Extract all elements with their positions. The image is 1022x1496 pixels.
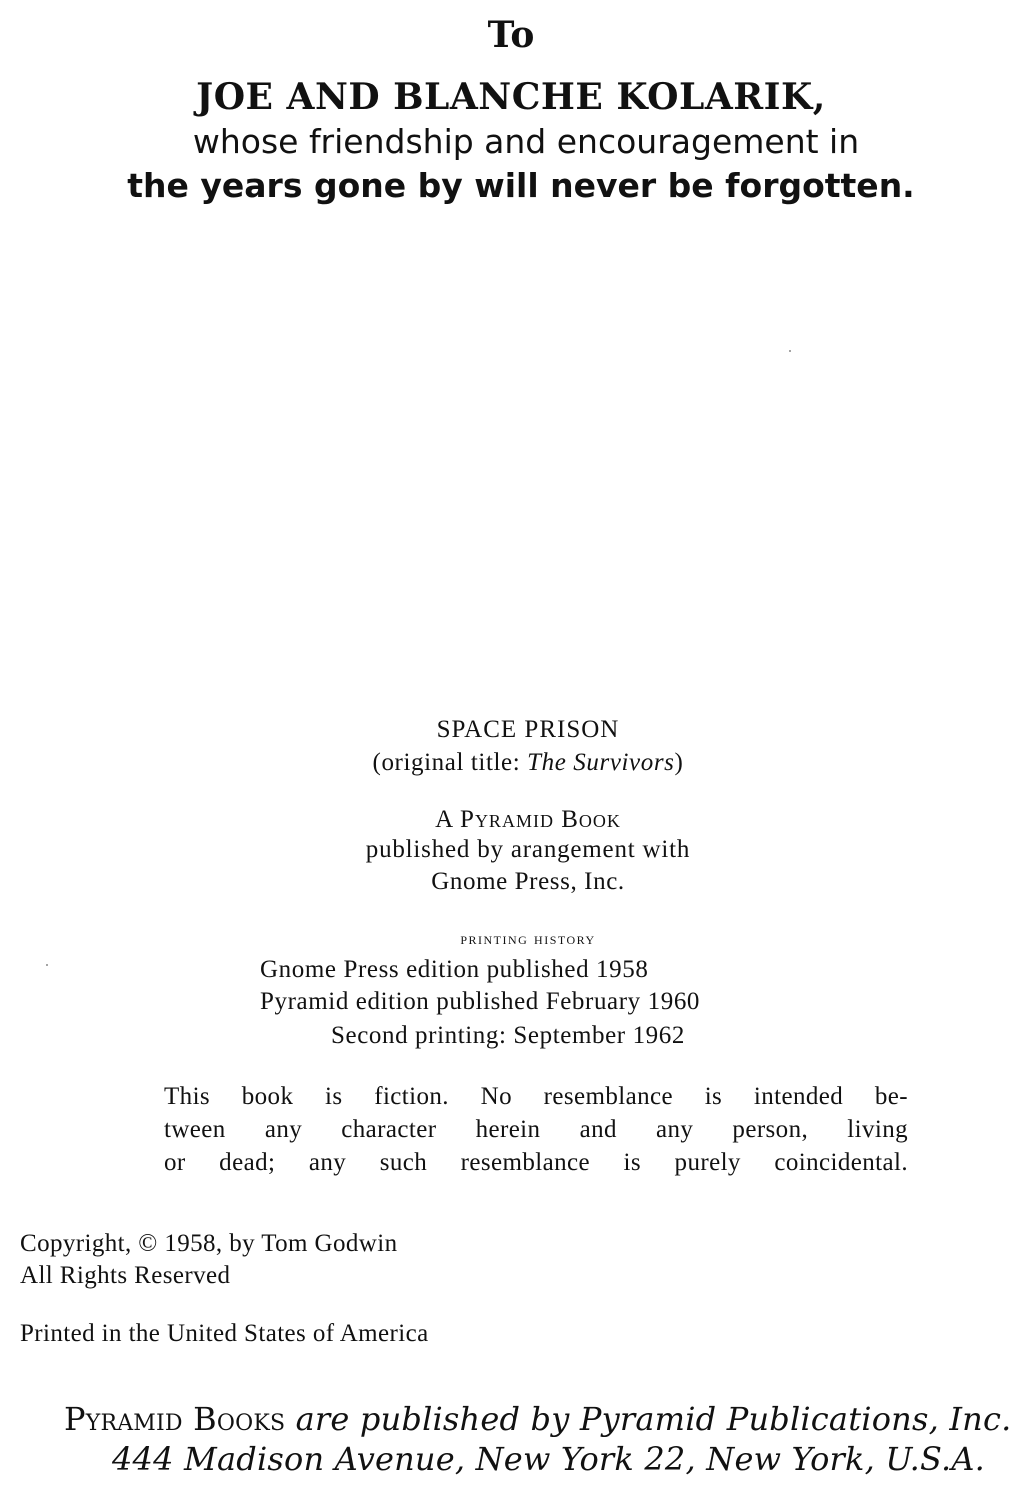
disclaimer-line: tween any character herein and any person, living [164,1116,908,1143]
original-title-suffix: ) [674,749,684,776]
printing-history-entry: Pyramid edition published February 1960 [260,988,701,1015]
disclaimer-line: This book is fiction. No resemblance is intended be- [164,1083,908,1110]
publisher-line: A Pyramid Book [435,806,621,833]
book-title: SPACE PRISON [436,716,620,743]
copyright-notice: Copyright, © 1958, by Tom Godwin [20,1230,398,1257]
dedication-line-1: whose friendship and encouragement in [192,122,860,161]
print-speck [789,350,791,352]
original-title: The Survivors [527,749,675,776]
arrangement-line: published by arangement with [365,836,691,863]
print-speck [46,964,48,966]
printing-history-entry: Second printing: September 1962 [331,1022,685,1049]
publisher-footer-line-1 [64,1400,1012,1438]
rights-reserved: All Rights Reserved [20,1262,231,1289]
publisher-footer-text: are published by Pyramid Publications, Inc. [285,1400,1012,1438]
original-title-line [328,749,728,777]
publisher-brand: Pyramid Books [64,1400,286,1438]
printed-in: Printed in the United States of America [20,1320,429,1347]
dedication-to: To [487,14,535,56]
dedication-line-2: the years gone by will never be forgotten. [127,166,915,205]
publisher-address: 444 Madison Avenue, New York 22, New York, U.S.A. [112,1440,986,1478]
disclaimer-line: or dead; any such resemblance is purely coincidental. [164,1149,908,1176]
original-title-prefix: (original title: [372,749,528,776]
printing-history-entry: Gnome Press edition published 1958 [260,956,649,983]
fiction-disclaimer [164,1080,908,1179]
printing-history-heading: printing history [460,929,596,948]
dedication-names: JOE AND BLANCHE KOLARIK, [196,76,826,118]
arrangement-publisher: Gnome Press, Inc. [431,868,625,895]
